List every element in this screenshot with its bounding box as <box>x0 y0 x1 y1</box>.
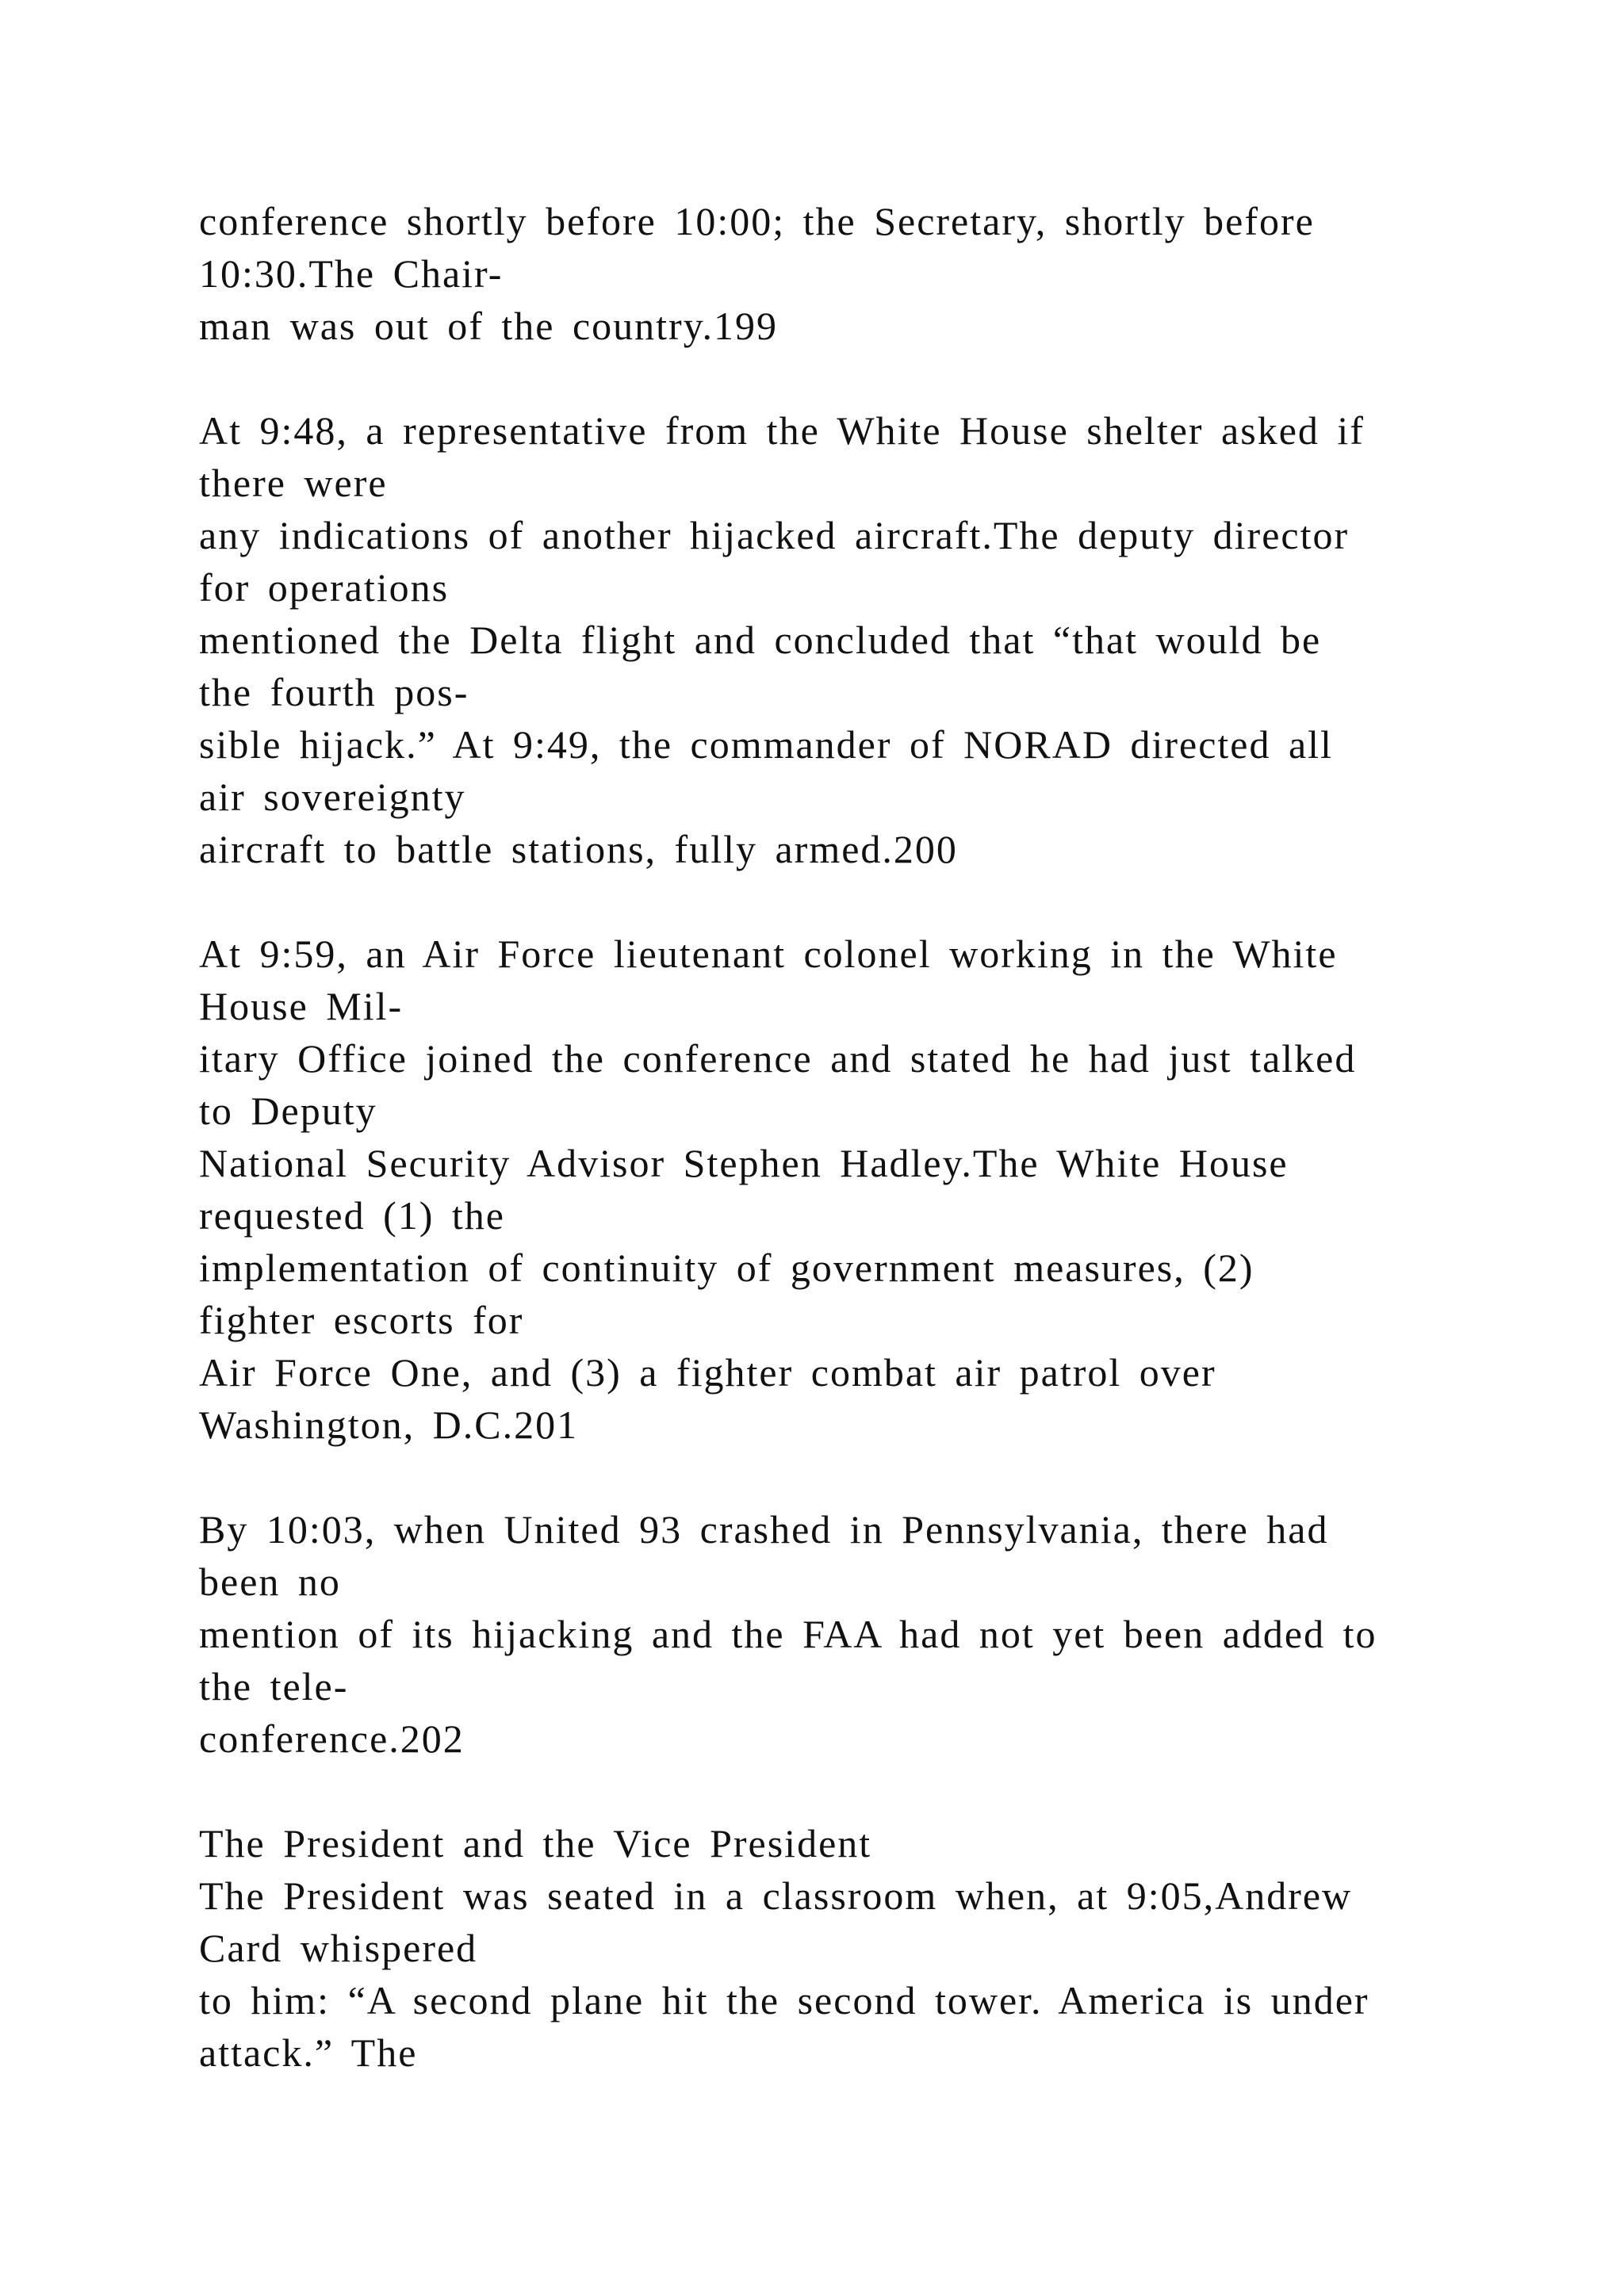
text-line: By 10:03, when United 93 crashed in Pennsylvania, there had <box>199 1507 1329 1552</box>
text-line: Air Force One, and (3) a fighter combat air patrol over <box>199 1350 1216 1395</box>
text-line: At 9:59, an Air Force lieutenant colonel working in the White <box>199 932 1338 976</box>
text-line: to Deputy <box>199 1089 377 1133</box>
text-line: implementation of continuity of government measures, (2) <box>199 1246 1254 1290</box>
text-line: sible hijack.” At 9:49, the commander of NORAD directed all <box>199 722 1333 767</box>
text-line: been no <box>199 1559 341 1604</box>
text-line: to him: “A second plane hit the second tower. America is under <box>199 1978 1369 2022</box>
text-line: the tele- <box>199 1664 349 1709</box>
text-line: Washington, D.C.201 <box>199 1402 579 1447</box>
text-line: requested (1) the <box>199 1193 505 1238</box>
text-line: mentioned the Delta flight and concluded that “that would be <box>199 618 1322 662</box>
text-line: mention of its hijacking and the FAA had not yet been added to <box>199 1612 1377 1656</box>
text-line: House Mil- <box>199 984 404 1028</box>
text-line: itary Office joined the conference and stated he had just talked <box>199 1036 1357 1081</box>
paragraph <box>199 1503 1529 1765</box>
text-line: air sovereignty <box>199 775 466 819</box>
text-line: man was out of the country.199 <box>199 304 778 348</box>
text-line: conference.202 <box>199 1716 465 1761</box>
section-heading: The President and the Vice President <box>199 1821 872 1866</box>
paragraph <box>199 404 1529 875</box>
text-line: there were <box>199 461 388 505</box>
paragraph <box>199 195 1529 352</box>
section <box>199 1817 1529 2079</box>
text-line: aircraft to battle stations, fully armed.200 <box>199 827 958 871</box>
text-line: The President was seated in a classroom when, at 9:05,Andrew <box>199 1873 1353 1918</box>
text-line: any indications of another hijacked aircraft.The deputy director <box>199 513 1350 557</box>
text-line: conference shortly before 10:00; the Secretary, shortly before <box>199 199 1315 243</box>
text-line: 10:30.The Chair- <box>199 251 504 296</box>
text-line: attack.” The <box>199 2030 418 2075</box>
text-line: fighter escorts for <box>199 1298 524 1342</box>
text-line: National Security Advisor Stephen Hadley.The White House <box>199 1141 1289 1185</box>
paragraph <box>199 928 1529 1451</box>
text-line: the fourth pos- <box>199 670 469 714</box>
text-line: for operations <box>199 565 450 610</box>
text-line: At 9:48, a representative from the White House shelter asked if <box>199 408 1365 453</box>
text-line: Card whispered <box>199 1926 478 1970</box>
